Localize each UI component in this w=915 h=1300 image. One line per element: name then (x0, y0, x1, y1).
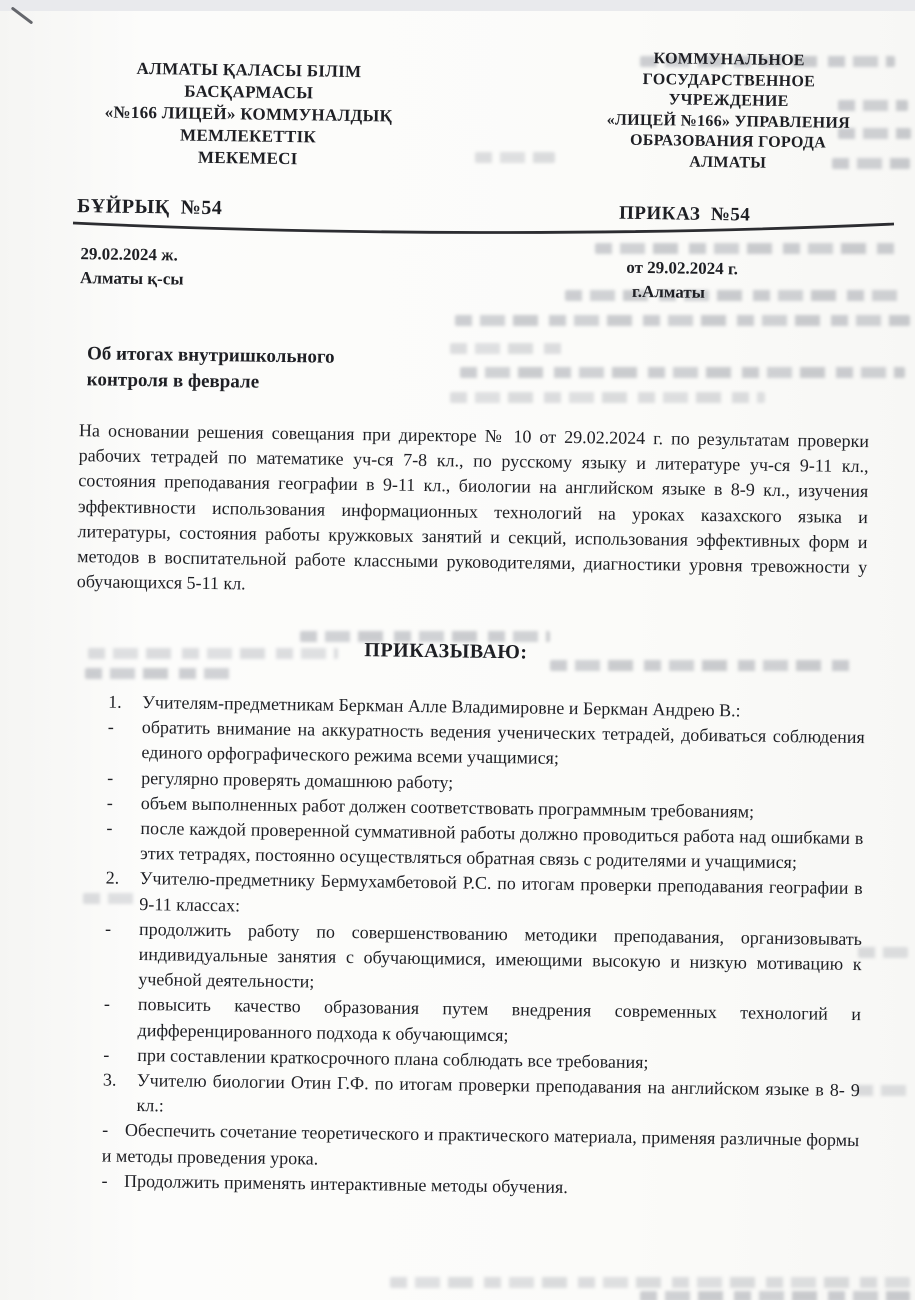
list-item-text: Учителям-предметникам Беркман Алле Владимировне и Беркман Андрею В.: (142, 692, 741, 721)
list-item-text: Обеспечить сочетание теоретического и практического материала, применяя различные формы и методы проведения урока. (101, 1120, 860, 1169)
org-line: ГОСУДАРСТВЕННОЕ (642, 70, 816, 90)
list-item-text: повысить качество образования путем внедрения современных технологий и дифференцированного подхода к обучающимся; (137, 994, 862, 1045)
list-marker: - (107, 767, 114, 788)
order-list (101, 690, 865, 1205)
list-marker: - (106, 817, 113, 838)
subject-line-2: контроля в феврале (86, 369, 260, 393)
org-line: МЕКЕМЕСІ (197, 147, 298, 169)
list-item-text: Учителю биологии Отин Г.Ф. по итогам проверки преподавания на английском языке в 8- 9 кл.: (136, 1070, 861, 1116)
list-item-text: объем выполненных работ должен соответствовать программным требованиям; (140, 792, 755, 822)
list-marker: - (101, 1170, 108, 1191)
org-line: УЧРЕЖДЕНИЕ (668, 91, 789, 111)
list-item-text: регулярно проверять домашнюю работу; (141, 767, 454, 793)
list-item-text: при составлении краткосрочного плана соблюдать все требования; (137, 1044, 649, 1073)
issue-city: Алматы қ-сы (79, 268, 184, 289)
issue-date: от 29.02.2024 г. (626, 257, 739, 279)
org-line: АЛМАТЫ ҚАЛАСЫ БІЛІМ (136, 58, 362, 82)
list-marker: 2. (105, 867, 120, 889)
org-line: «№166 ЛИЦЕЙ» КОММУНАЛДЫҚ (104, 102, 393, 126)
org-line: КОММУНАЛЬНОЕ (653, 50, 805, 70)
list-item-text: Учителю-предметнику Бермухамбетовой Р.С. по итогам проверки преподавания географии в 9-11 классах: (139, 868, 863, 916)
order-number-kazakh: БҰЙРЫҚ №54 (76, 195, 223, 220)
list-marker: - (104, 918, 112, 939)
intro-paragraph: На основании решения совещания при директоре № 10 от 29.02.2024 г. по результатам проверки рабочих тетрадей по математике уч-ся 7-8 кл., по русскому языку и литературе уч-ся 9-11 кл., состояния преподавания географии в 9-11 кл., биологии на английском языке в 8-9 кл., изучения эффективности использования информационных технологий на уроках казахского языка и литературы, состояния работы кружковых занятий и секций, использования эффективных форм и методов в воспитательной работе классными руководителями, диагностики уровня тревожности у обучающихся 5-11 кл. (76, 420, 870, 594)
list-marker: 3. (102, 1069, 117, 1090)
list-item-text: после каждой проверенной суммативной работы должно проводиться работа над ошибками в этих тетрадях, постоянно осуществляться обратная связь с родителями и учащимися; (139, 818, 864, 873)
org-header-right (553, 48, 905, 176)
list-marker: - (107, 716, 115, 737)
order-item (104, 916, 862, 1002)
list-item-text: Продолжить применять интерактивные методы обучения. (123, 1170, 568, 1197)
org-line: «ЛИЦЕЙ №166» УПРАВЛЕНИЯ (606, 110, 851, 132)
list-marker: - (106, 792, 113, 813)
subject-line-1: Об итогах внутришкольного (86, 343, 335, 368)
list-marker: 1. (108, 691, 122, 712)
order-subject (87, 341, 508, 399)
issue-city: г.Алматы (631, 281, 706, 302)
org-line: БАСҚАРМАСЫ (184, 81, 314, 103)
resolution-heading: ПРИКАЗЫВАЮ: (364, 639, 528, 664)
issue-date-right (626, 256, 738, 306)
org-header-left (83, 57, 415, 172)
list-marker: - (103, 1044, 110, 1065)
list-item-text: обратить внимание на аккуратность ведения ученических тетрадей, добиваться соблюдения единого орфографического режима всеми учащимися; (141, 717, 865, 769)
order-number-russian: ПРИКАЗ №54 (618, 202, 751, 226)
org-line: ОБРАЗОВАНИЯ ГОРОДА (629, 131, 827, 152)
list-marker: - (103, 993, 111, 1015)
list-marker: - (102, 1119, 109, 1141)
org-line: АЛМАТЫ (689, 153, 767, 172)
list-item-text: продолжить работу по совершенствованию методики преподавания, организовывать индивидуальные занятия с обучающимися, имеющими высокую и низкую мотивацию к учебной деятельности; (138, 918, 863, 992)
org-line: МЕМЛЕКЕТТІК (179, 125, 317, 147)
issue-date-left (80, 242, 184, 291)
issue-date: 29.02.2024 ж. (80, 244, 178, 265)
